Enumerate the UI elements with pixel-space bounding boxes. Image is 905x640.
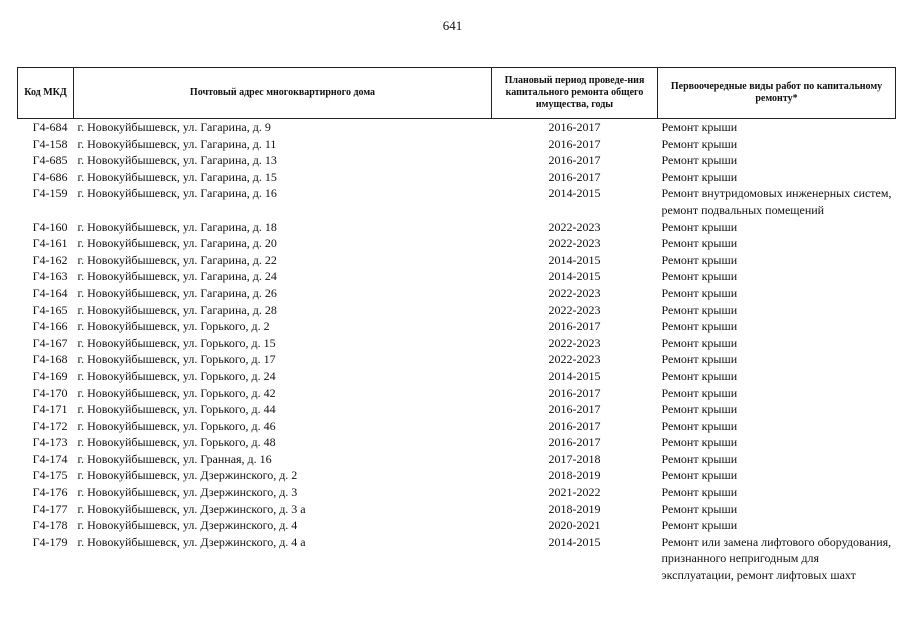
cell-period: 2022-2023 [548,285,601,300]
cell-code: Г4-173 [32,435,68,450]
page-number: 641 [442,18,463,33]
cell-address: г. Новокуйбышевск, ул. Гагарина, д. 11 [77,136,277,151]
capital-repair-table [17,67,896,584]
cell-code: Г4-177 [32,501,68,516]
cell-period: 2021-2022 [548,485,601,500]
cell-works: Ремонт крыши [661,236,738,251]
table-header [18,68,896,119]
table-row [18,302,896,319]
table-row [18,451,896,468]
cell-code: Г4-171 [32,402,68,417]
cell-code: Г4-685 [32,153,68,168]
cell-address: г. Новокуйбышевск, ул. Горького, д. 15 [77,335,276,350]
table-row [18,501,896,518]
cell-works: Ремонт крыши [661,501,738,516]
cell-address: г. Новокуйбышевск, ул. Горького, д. 44 [77,402,276,417]
table-row [18,467,896,484]
cell-code: Г4-163 [32,269,68,284]
cell-code: Г4-170 [32,385,68,400]
cell-address: г. Новокуйбышевск, ул. Гагарина, д. 22 [77,252,277,267]
cell-code: Г4-172 [32,418,68,433]
cell-period: 2022-2023 [548,236,601,251]
cell-address: г. Новокуйбышевск, ул. Дзержинского, д. 3 а [77,501,306,516]
cell-address: г. Новокуйбышевск, ул. Гагарина, д. 28 [77,302,277,317]
cell-period: 2014-2015 [548,186,601,201]
cell-code: Г4-165 [32,302,68,317]
cell-address: г. Новокуйбышевск, ул. Дзержинского, д. 4 [77,518,298,533]
table-row [18,136,896,153]
cell-code: Г4-178 [32,518,68,533]
cell-works: Ремонт или замена лифтового оборудования, признанного непригодным для эксплуатации, ремонт лифтовых шахт [661,534,892,583]
cell-works: Ремонт крыши [661,153,738,168]
cell-address: г. Новокуйбышевск, ул. Горького, д. 2 [77,319,270,334]
cell-address: г. Новокуйбышевск, ул. Гагарина, д. 18 [77,219,277,234]
table-row [18,235,896,252]
cell-period: 2016-2017 [548,169,601,184]
cell-address: г. Новокуйбышевск, ул. Гагарина, д. 20 [77,236,277,251]
cell-code: Г4-684 [32,120,68,134]
cell-period: 2018-2019 [548,501,601,516]
table-row [18,401,896,418]
table-row [18,318,896,335]
table-row [18,418,896,435]
table-row [18,152,896,169]
cell-period: 2022-2023 [548,219,601,234]
cell-code: Г4-159 [32,186,68,201]
header-address: Почтовый адрес многоквартирного дома [74,68,492,119]
cell-works: Ремонт внутридомовых инженерных систем, ремонт подвальных помещений [661,186,892,217]
cell-period: 2016-2017 [548,435,601,450]
cell-period: 2016-2017 [548,402,601,417]
cell-address: г. Новокуйбышевск, ул. Гагарина, д. 13 [77,153,277,168]
table-row [18,368,896,385]
cell-code: Г4-686 [32,169,68,184]
cell-code: Г4-176 [32,485,68,500]
cell-works: Ремонт крыши [661,485,738,500]
cell-works: Ремонт крыши [661,136,738,151]
cell-code: Г4-164 [32,285,68,300]
cell-code: Г4-168 [32,352,68,367]
cell-works: Ремонт крыши [661,385,738,400]
cell-address: г. Новокуйбышевск, ул. Горького, д. 24 [77,368,276,383]
cell-period: 2016-2017 [548,136,601,151]
table-row [18,268,896,285]
cell-code: Г4-161 [32,236,68,251]
table-row [18,534,896,584]
cell-address: г. Новокуйбышевск, ул. Дзержинского, д. 2 [77,468,298,483]
cell-works: Ремонт крыши [661,468,738,483]
header-works: Первоочередные виды работ по капитальному ремонту* [658,68,896,119]
cell-address: г. Новокуйбышевск, ул. Дзержинского, д. 3 [77,485,298,500]
cell-address: г. Новокуйбышевск, ул. Гагарина, д. 24 [77,269,277,284]
cell-code: Г4-166 [32,319,68,334]
cell-works: Ремонт крыши [661,319,738,334]
table-row [18,434,896,451]
cell-period: 2016-2017 [548,153,601,168]
cell-works: Ремонт крыши [661,252,738,267]
cell-period: 2014-2015 [548,534,601,549]
cell-code: Г4-160 [32,219,68,234]
table-row [18,252,896,269]
cell-period: 2022-2023 [548,335,601,350]
cell-period: 2022-2023 [548,352,601,367]
cell-works: Ремонт крыши [661,518,738,533]
cell-works: Ремонт крыши [661,169,738,184]
cell-works: Ремонт крыши [661,120,738,134]
cell-address: г. Новокуйбышевск, ул. Гагарина, д. 9 [77,120,271,134]
cell-address: г. Новокуйбышевск, ул. Гагарина, д. 16 [77,186,277,201]
cell-code: Г4-179 [32,534,68,549]
cell-code: Г4-175 [32,468,68,483]
table-row [18,185,896,218]
cell-works: Ремонт крыши [661,335,738,350]
cell-address: г. Новокуйбышевск, ул. Горького, д. 42 [77,385,276,400]
cell-period: 2014-2015 [548,269,601,284]
cell-works: Ремонт крыши [661,302,738,317]
cell-works: Ремонт крыши [661,418,738,433]
cell-address: г. Новокуйбышевск, ул. Горького, д. 17 [77,352,276,367]
cell-address: г. Новокуйбышевск, ул. Горького, д. 48 [77,435,276,450]
cell-period: 2016-2017 [548,418,601,433]
cell-period: 2022-2023 [548,302,601,317]
cell-works: Ремонт крыши [661,285,738,300]
cell-period: 2016-2017 [548,120,601,134]
cell-period: 2014-2015 [548,252,601,267]
cell-address: г. Новокуйбышевск, ул. Гагарина, д. 15 [77,169,277,184]
cell-address: г. Новокуйбышевск, ул. Дзержинского, д. 4 а [77,534,306,549]
cell-works: Ремонт крыши [661,435,738,450]
cell-code: Г4-162 [32,252,68,267]
table-row [18,517,896,534]
header-code: Код МКД [18,68,74,119]
cell-period: 2017-2018 [548,451,601,466]
cell-period: 2016-2017 [548,385,601,400]
table-row [18,169,896,186]
table-body [18,119,896,584]
table-row [18,385,896,402]
cell-code: Г4-174 [32,451,68,466]
cell-period: 2014-2015 [548,368,601,383]
cell-code: Г4-158 [32,136,68,151]
cell-works: Ремонт крыши [661,219,738,234]
cell-works: Ремонт крыши [661,402,738,417]
table-row [18,119,896,136]
cell-period: 2018-2019 [548,468,601,483]
cell-works: Ремонт крыши [661,451,738,466]
header-period: Плановый период проведе-ния капитального ремонта общего имущества, годы [492,68,658,119]
table-row [18,335,896,352]
cell-address: г. Новокуйбышевск, ул. Гранная, д. 16 [77,451,272,466]
cell-address: г. Новокуйбышевск, ул. Горького, д. 46 [77,418,276,433]
cell-works: Ремонт крыши [661,352,738,367]
cell-works: Ремонт крыши [661,368,738,383]
cell-works: Ремонт крыши [661,269,738,284]
cell-period: 2016-2017 [548,319,601,334]
cell-period: 2020-2021 [548,518,601,533]
table-row [18,351,896,368]
table-row [18,219,896,236]
table-row [18,285,896,302]
cell-address: г. Новокуйбышевск, ул. Гагарина, д. 26 [77,285,277,300]
cell-code: Г4-169 [32,368,68,383]
cell-code: Г4-167 [32,335,68,350]
table-row [18,484,896,501]
